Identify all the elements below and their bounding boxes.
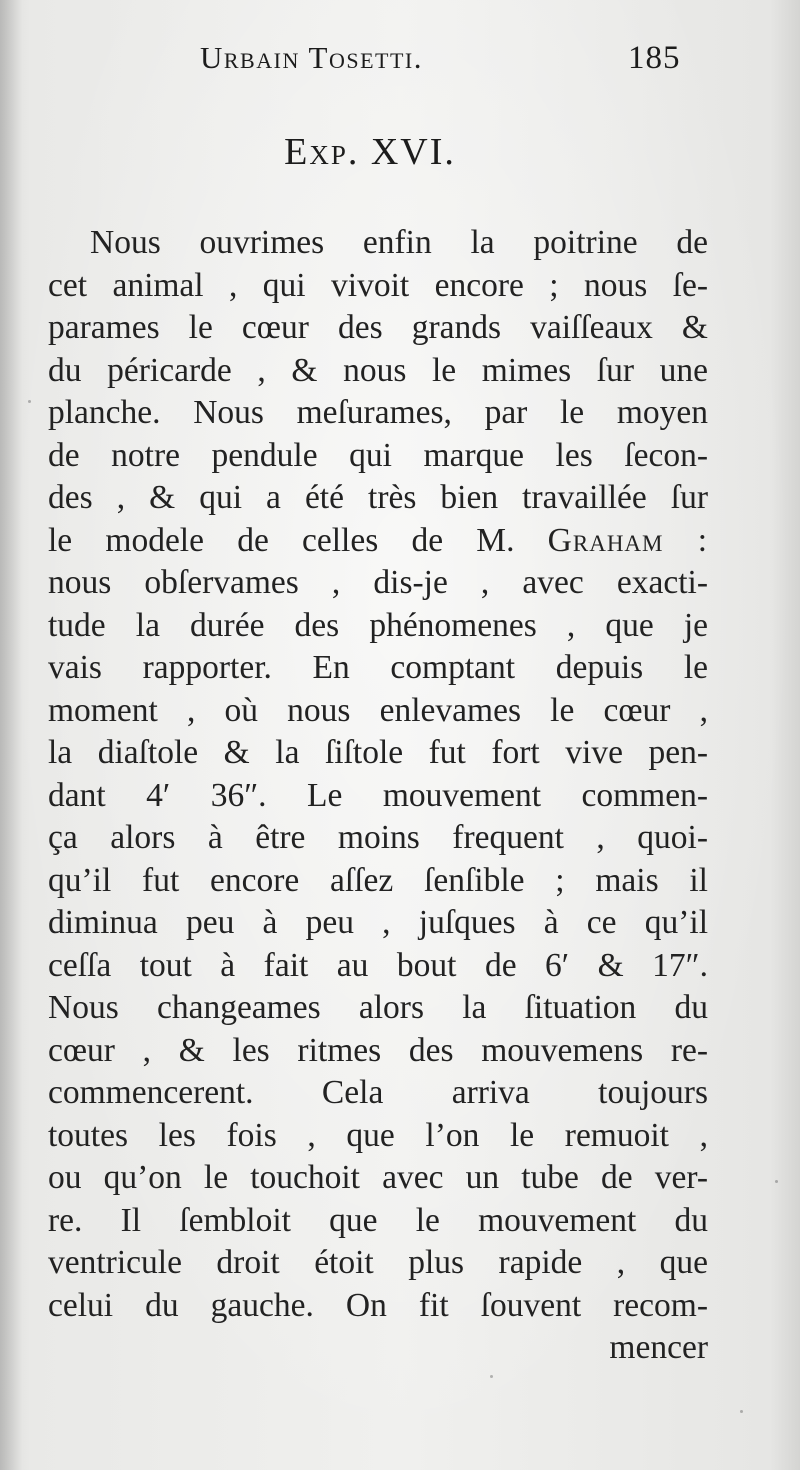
text-line: diminua peu à peu , juſques à ce qu’il (48, 904, 708, 941)
text-line: celui du gauche. On fit ſouvent recom- (48, 1286, 708, 1324)
text-line: moment , où nous enlevames le cœur , (48, 691, 708, 729)
text-line: Nous ouvrimes enfin la poitrine de (90, 224, 708, 261)
section-heading: Exp. XVI. (284, 131, 456, 173)
paper-speck (775, 1180, 778, 1183)
text-line: cœur , & les ritmes des mouvemens re- (48, 1031, 708, 1069)
text-line: qu’il fut encore aſſez ſenſible ; mais il (48, 861, 708, 899)
text-line: vais rapporter. En comptant depuis le (48, 649, 708, 686)
binding-shadow (0, 0, 22, 1470)
body-text (48, 222, 708, 1370)
text-line: parames le cœur des grands vaiſſeaux & (48, 309, 708, 346)
text-line: de notre pendule qui marque les ſecon- (48, 436, 708, 474)
text-line: ceſſa tout à fait au bout de 6′ & 17″. (48, 946, 708, 984)
text-line: tude la durée des phénomenes , que je (48, 606, 708, 644)
text-line: toutes les fois , que l’on le remuoit , (48, 1116, 708, 1154)
catchword: mencer (609, 1329, 708, 1366)
person-name: Graham : (547, 521, 708, 559)
paper-speck (490, 1375, 493, 1378)
paper-speck (740, 1410, 743, 1413)
text-line-with-name (48, 520, 708, 563)
text-line: Nous changeames alors la ſituation du (48, 989, 708, 1026)
text-line: du péricarde , & nous le mimes ſur une (48, 351, 708, 389)
paper-speck (28, 400, 31, 403)
text-line: ça alors à être moins frequent , quoi- (48, 819, 708, 856)
text-line: commencerent. Cela arriva toujours (48, 1074, 708, 1111)
text-line: des , & qui a été très bien travaillée ſur (48, 479, 708, 516)
text-line: ventricule droit étoit plus rapide , que (48, 1244, 708, 1281)
text-line: cet animal , qui vivoit encore ; nous ſe- (48, 266, 708, 304)
text-line: planche. Nous meſurames, par le moyen (48, 394, 708, 431)
text-line: nous obſervames , dis-je , avec exacti- (48, 564, 708, 601)
text-line: la diaſtole & la ſiſtole fut fort vive pen- (48, 734, 708, 771)
running-title: Urbain Tosetti. (200, 40, 423, 75)
page-header (0, 40, 800, 90)
line-text: le modele de celles de M. (48, 521, 548, 559)
text-line: re. Il ſembloit que le mouvement du (48, 1201, 708, 1239)
text-line: ou qu’on le touchoit avec un tube de ver- (48, 1159, 708, 1196)
text-line: dant 4′ 36″. Le mouvement commen- (48, 776, 708, 814)
page-number: 185 (628, 40, 681, 76)
